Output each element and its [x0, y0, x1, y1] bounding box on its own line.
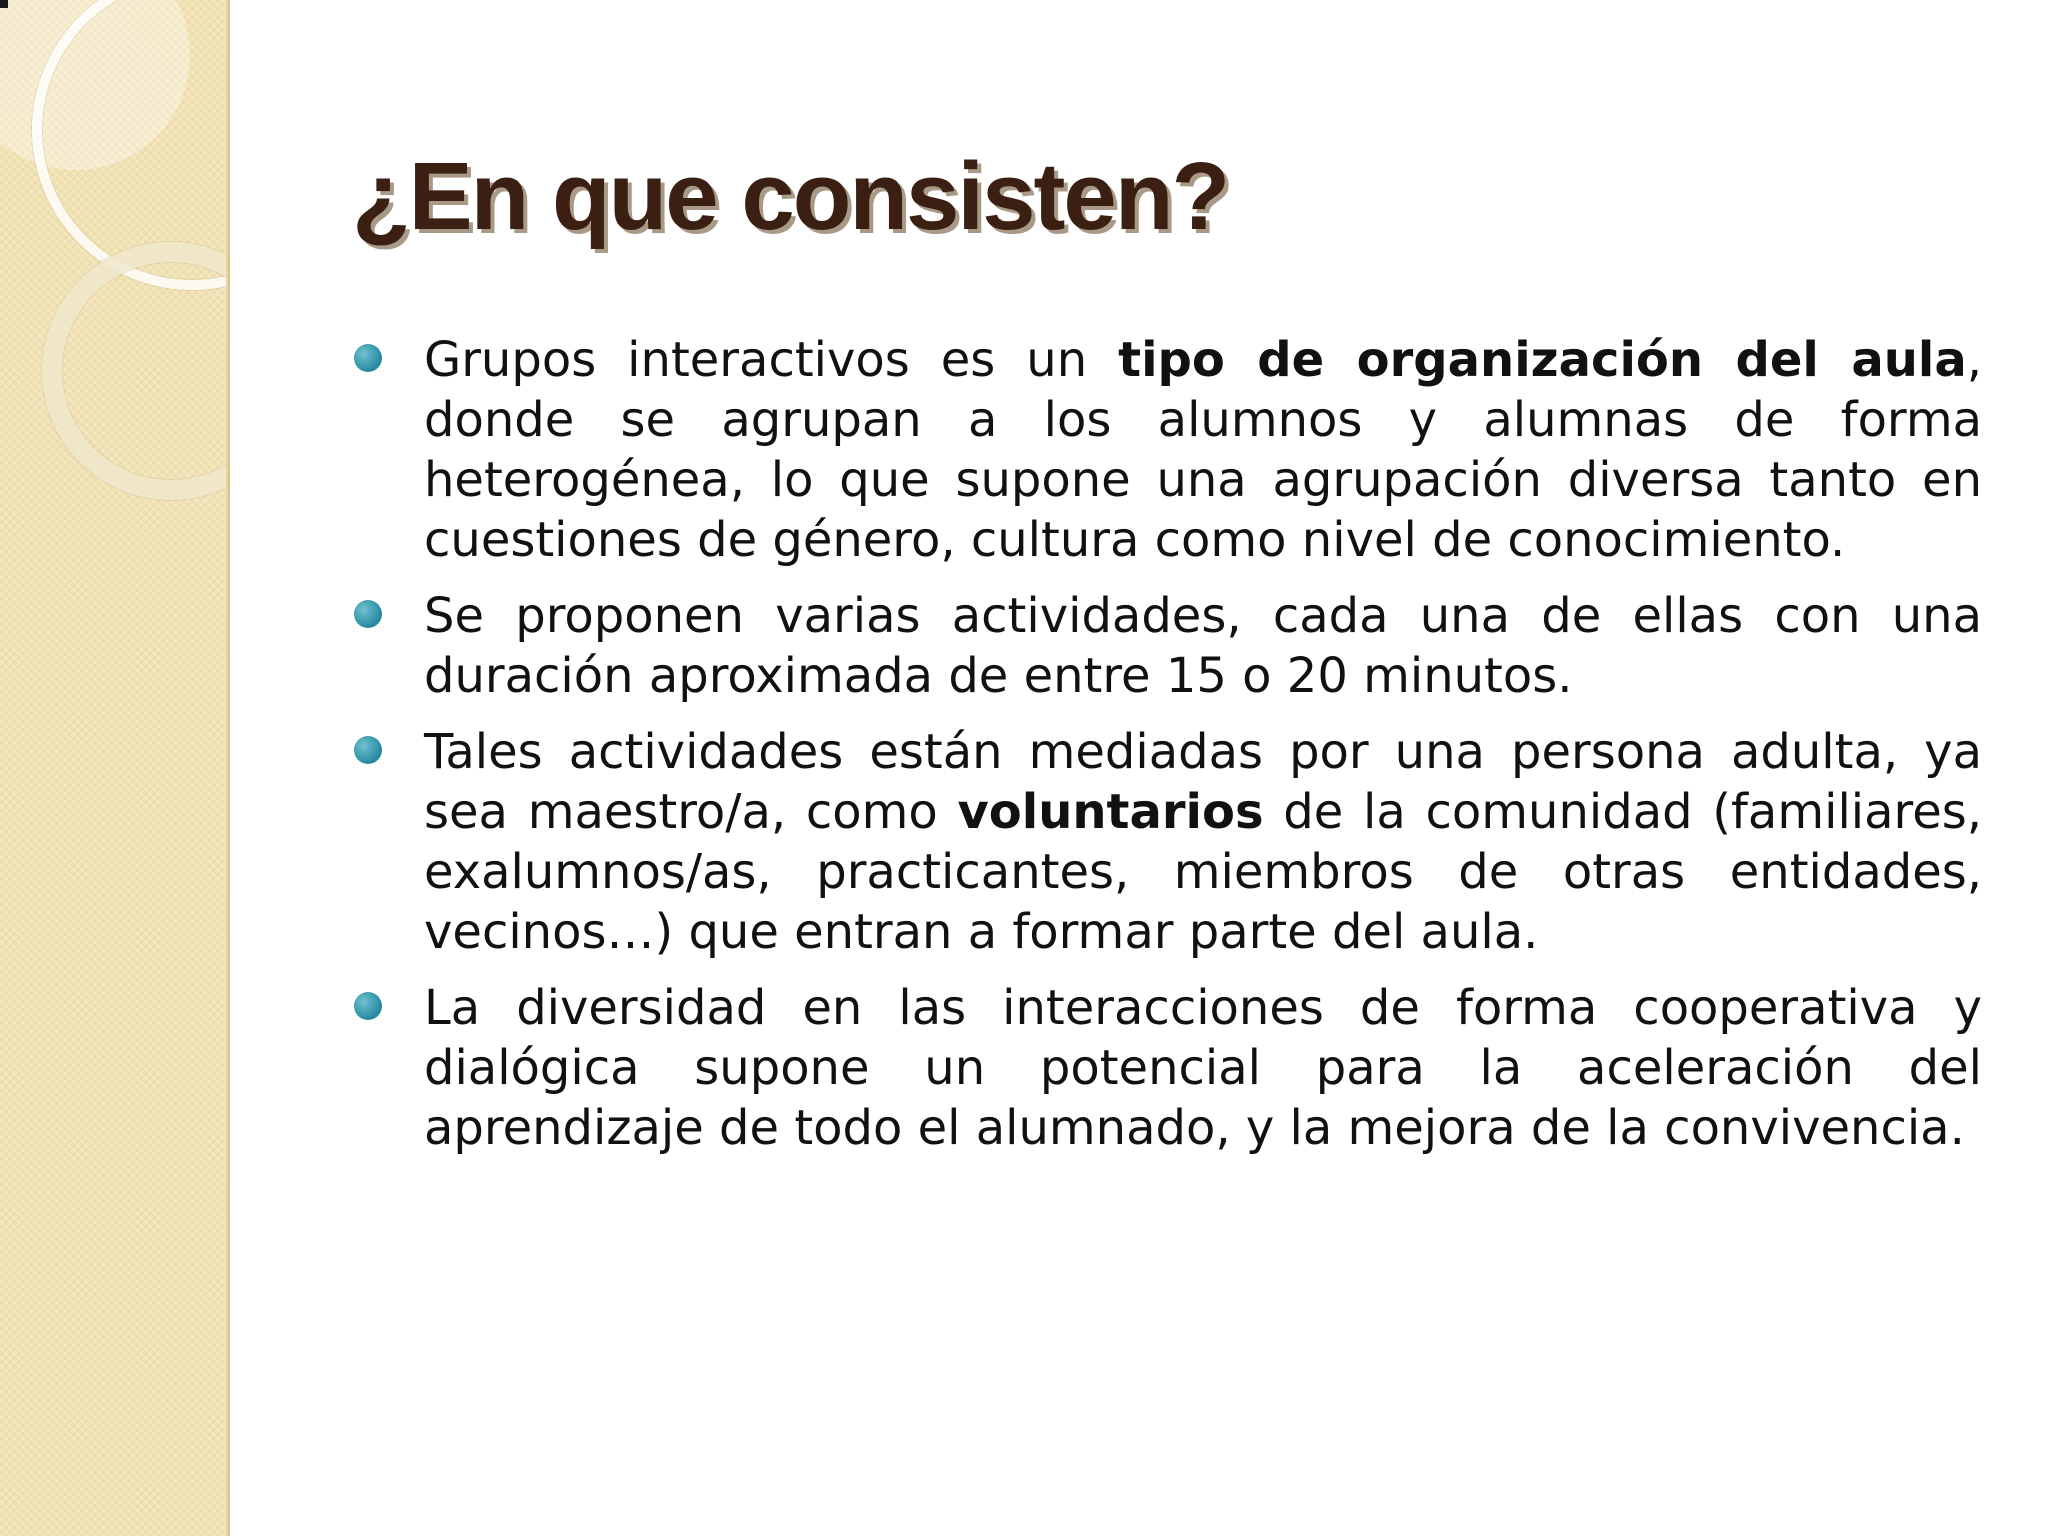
bullet-dot-icon [354, 600, 382, 628]
bullet-item [356, 978, 1982, 1158]
bullet-dot-icon [354, 344, 382, 372]
bullet-dot-icon [354, 736, 382, 764]
decorative-sidebar [0, 0, 230, 1536]
bullet-dot-icon [354, 992, 382, 1020]
bullet-bold-text: voluntarios [957, 784, 1264, 840]
bullet-bold-text: tipo de organización del aula [1118, 332, 1967, 388]
bullet-item [356, 330, 1982, 570]
bullet-text: Se proponen varias actividades, cada una de ellas con una duración aproximada de entre 15 o 20 minutos. [424, 588, 1982, 704]
slide-title: ¿En que consisten? [352, 143, 1229, 250]
bullet-text-part: , donde se agrupan a los alumnos y alumnas de forma heterogénea, lo que supone una agrupación diversa tanto en cuestiones de género, cultura como nivel de conocimiento. [424, 332, 1982, 568]
bullet-text: La diversidad en las interacciones de forma cooperativa y dialógica supone un potencial para la aceleración del aprendizaje de todo el alumnado, y la mejora de la convivencia. [424, 980, 1982, 1156]
bullet-text [424, 330, 1982, 570]
bullet-item [356, 586, 1982, 706]
decorative-ring-small [42, 242, 230, 500]
bullet-text [424, 722, 1982, 962]
sidebar-edge [226, 0, 228, 1536]
bullet-list [356, 330, 1982, 1174]
bullet-item [356, 722, 1982, 962]
bullet-text-part: de la comunidad (familiares, exalumnos/as, practicantes, miembros de otras entidades, vecinos…) que entran a formar parte del aula. [424, 784, 1983, 960]
corner-mark [0, 0, 8, 8]
bullet-text-part: Tales actividades están mediadas por una persona adulta, ya sea maestro/a, como [424, 724, 1982, 840]
bullet-text-part: Grupos interactivos es un [424, 332, 1119, 388]
